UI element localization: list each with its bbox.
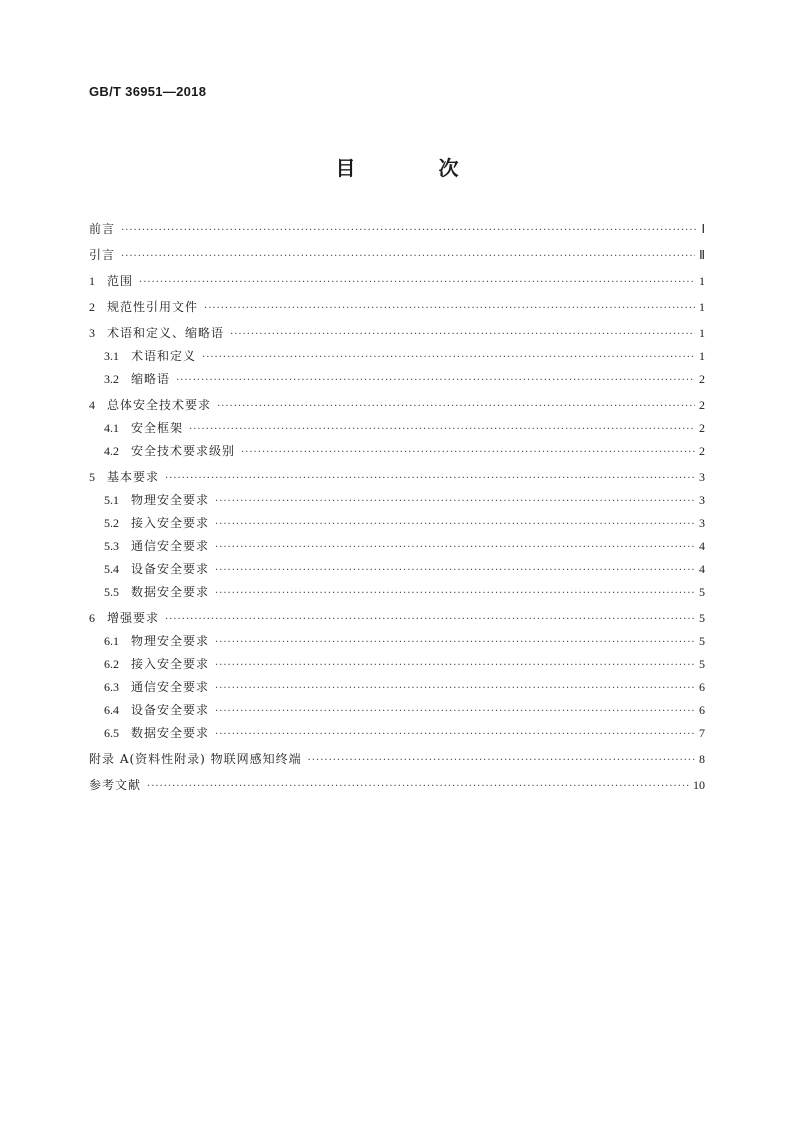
table-of-contents xyxy=(89,216,705,795)
toc-entry-label: 总体安全技术要求 xyxy=(107,398,212,412)
toc-entry-number: 1 xyxy=(89,274,95,288)
toc-dot-leader xyxy=(215,517,695,533)
toc-entry[interactable] xyxy=(89,371,705,389)
toc-entry[interactable] xyxy=(89,777,705,795)
toc-entry-number: 5.4 xyxy=(104,562,119,576)
toc-entry-number: 6.4 xyxy=(104,703,119,717)
toc-entry-label: 前言 xyxy=(89,222,116,236)
toc-dot-leader xyxy=(176,373,695,389)
toc-entry-label: 术语和定义、缩略语 xyxy=(107,326,225,340)
toc-entry-number: 5.2 xyxy=(104,516,119,530)
toc-entry-page-number: 2 xyxy=(699,372,705,386)
toc-entry-page-number: 5 xyxy=(699,634,705,648)
toc-entry-page-number: 4 xyxy=(699,562,705,576)
toc-entry-page-number: 7 xyxy=(699,726,705,740)
toc-dot-leader xyxy=(215,586,695,602)
toc-entry[interactable] xyxy=(89,492,705,510)
toc-entry-number: 6.1 xyxy=(104,634,119,648)
toc-entry-page-number: 2 xyxy=(699,444,705,458)
toc-entry[interactable] xyxy=(89,515,705,533)
toc-entry-page-number: 3 xyxy=(699,493,705,507)
toc-entry-number: 6.2 xyxy=(104,657,119,671)
toc-entry-number: 5.3 xyxy=(104,539,119,553)
toc-entry[interactable] xyxy=(89,221,705,239)
toc-dot-leader xyxy=(215,540,695,556)
toc-entry-number: 5.1 xyxy=(104,493,119,507)
toc-entry[interactable] xyxy=(89,561,705,579)
toc-entry-label: 数据安全要求 xyxy=(131,726,210,740)
toc-dot-leader xyxy=(215,658,695,674)
toc-entry-page-number: 5 xyxy=(699,585,705,599)
page-title: 目 次 xyxy=(335,156,497,180)
toc-entry-label: 通信安全要求 xyxy=(131,539,210,553)
toc-entry[interactable] xyxy=(89,397,705,415)
toc-entry[interactable] xyxy=(89,325,705,343)
toc-entry-number: 4 xyxy=(89,398,95,412)
toc-entry[interactable] xyxy=(89,702,705,720)
toc-entry-number: 5.5 xyxy=(104,585,119,599)
toc-entry-number: 3.2 xyxy=(104,372,119,386)
toc-entry[interactable] xyxy=(89,247,705,265)
toc-entry-label: 基本要求 xyxy=(107,470,160,484)
toc-entry[interactable] xyxy=(89,420,705,438)
toc-entry-label: 安全框架 xyxy=(131,421,184,435)
toc-entry-label: 参考文献 xyxy=(89,778,142,792)
toc-entry-number: 6.3 xyxy=(104,680,119,694)
toc-entry[interactable] xyxy=(89,610,705,628)
toc-entry[interactable] xyxy=(89,443,705,461)
toc-entry-label: 接入安全要求 xyxy=(131,516,210,530)
toc-dot-leader xyxy=(215,635,695,651)
toc-entry-page-number: 8 xyxy=(699,752,705,766)
toc-entry-page-number: 1 xyxy=(699,274,705,288)
toc-dot-leader xyxy=(165,471,695,487)
toc-entry-label: 物理安全要求 xyxy=(131,634,210,648)
toc-entry-label: 引言 xyxy=(89,248,116,262)
toc-entry-page-number: 1 xyxy=(699,349,705,363)
toc-dot-leader xyxy=(202,350,695,366)
toc-entry-page-number: 2 xyxy=(699,421,705,435)
toc-dot-leader xyxy=(121,223,697,239)
toc-entry-label: 数据安全要求 xyxy=(131,585,210,599)
toc-entry[interactable] xyxy=(89,633,705,651)
toc-entry-number: 6 xyxy=(89,611,95,625)
toc-dot-leader xyxy=(217,399,695,415)
toc-entry-number: 3 xyxy=(89,326,95,340)
toc-entry-label: 接入安全要求 xyxy=(131,657,210,671)
toc-entry-page-number: 3 xyxy=(699,516,705,530)
toc-entry-page-number: 1 xyxy=(699,326,705,340)
toc-entry-page-number: 3 xyxy=(699,470,705,484)
toc-entry-number: 6.5 xyxy=(104,726,119,740)
toc-entry-label: 通信安全要求 xyxy=(131,680,210,694)
toc-entry-number: 4.1 xyxy=(104,421,119,435)
toc-dot-leader xyxy=(147,779,689,795)
toc-entry[interactable] xyxy=(89,538,705,556)
toc-entry-label: 规范性引用文件 xyxy=(107,300,199,314)
toc-dot-leader xyxy=(230,327,695,343)
toc-dot-leader xyxy=(215,494,695,510)
toc-entry[interactable] xyxy=(89,725,705,743)
toc-dot-leader xyxy=(215,681,695,697)
toc-dot-leader xyxy=(189,422,695,438)
toc-entry[interactable] xyxy=(89,656,705,674)
toc-entry-page-number: 6 xyxy=(699,703,705,717)
toc-entry-page-number: Ⅱ xyxy=(699,248,705,262)
toc-dot-leader xyxy=(215,704,695,720)
toc-entry-label: 缩略语 xyxy=(131,372,171,386)
toc-entry[interactable] xyxy=(89,273,705,291)
toc-entry-page-number: 1 xyxy=(699,300,705,314)
toc-entry-number: 2 xyxy=(89,300,95,314)
toc-dot-leader xyxy=(308,753,695,769)
toc-entry-label: 范围 xyxy=(107,274,134,288)
toc-entry[interactable] xyxy=(89,469,705,487)
toc-entry-page-number: Ⅰ xyxy=(701,222,705,236)
toc-dot-leader xyxy=(241,445,695,461)
toc-entry-number: 3.1 xyxy=(104,349,119,363)
toc-dot-leader xyxy=(204,301,695,317)
toc-entry-page-number: 10 xyxy=(693,778,705,792)
toc-entry[interactable] xyxy=(89,299,705,317)
toc-entry-label: 设备安全要求 xyxy=(131,562,210,576)
toc-dot-leader xyxy=(121,249,695,265)
toc-entry-label: 设备安全要求 xyxy=(131,703,210,717)
toc-entry-page-number: 6 xyxy=(699,680,705,694)
toc-entry[interactable] xyxy=(89,584,705,602)
document-code: GB/T 36951—2018 xyxy=(89,84,207,99)
toc-entry-number: 4.2 xyxy=(104,444,119,458)
toc-dot-leader xyxy=(165,612,695,628)
toc-dot-leader xyxy=(215,563,695,579)
toc-entry-label: 附录 A(资料性附录) 物联网感知终端 xyxy=(89,752,302,766)
toc-entry-label: 术语和定义 xyxy=(131,349,197,363)
toc-entry[interactable] xyxy=(89,679,705,697)
toc-entry-page-number: 2 xyxy=(699,398,705,412)
toc-dot-leader xyxy=(139,275,695,291)
toc-entry-label: 物理安全要求 xyxy=(131,493,210,507)
toc-entry-page-number: 5 xyxy=(699,611,705,625)
toc-entry-label: 增强要求 xyxy=(107,611,160,625)
toc-entry[interactable] xyxy=(89,751,705,769)
toc-entry-label: 安全技术要求级别 xyxy=(131,444,236,458)
toc-entry[interactable] xyxy=(89,348,705,366)
toc-entry-page-number: 4 xyxy=(699,539,705,553)
toc-dot-leader xyxy=(215,727,695,743)
toc-entry-page-number: 5 xyxy=(699,657,705,671)
toc-entry-number: 5 xyxy=(89,470,95,484)
